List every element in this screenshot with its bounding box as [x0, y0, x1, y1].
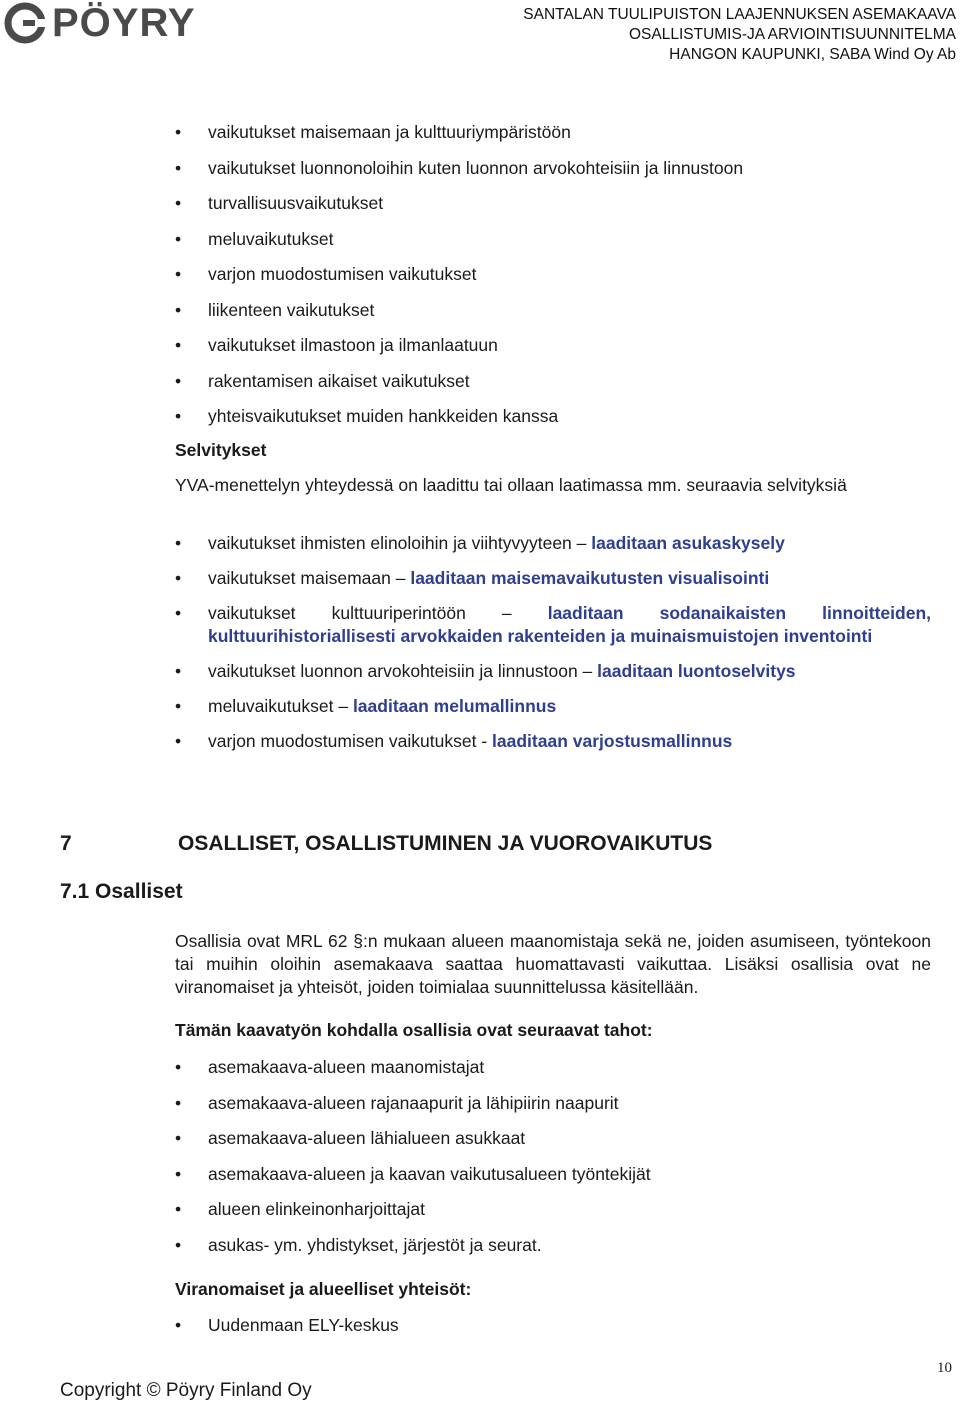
- subsection-number: 7.1: [60, 880, 90, 903]
- list-item: [175, 660, 931, 683]
- section-number: 7: [60, 832, 72, 855]
- section-title: OSALLISET, OSALLISTUMINEN JA VUOROVAIKUTUS: [178, 832, 713, 855]
- list-item: • varjon muodostumisen vaikutukset: [175, 263, 743, 299]
- list-item: • asemakaava-alueen rajanaapurit ja lähipiirin naapurit: [175, 1092, 651, 1128]
- list-item: • meluvaikutukset: [175, 228, 743, 264]
- subsection-title: Osalliset: [95, 880, 183, 903]
- list-item: • vaikutukset ilmastoon ja ilmanlaatuun: [175, 334, 743, 370]
- list-item: • yhteisvaikutukset muiden hankkeiden kanssa: [175, 405, 743, 441]
- list-item: [175, 695, 931, 718]
- list-item: • vaikutukset luonnonoloihin kuten luonnon arvokohteisiin ja linnustoon: [175, 157, 743, 193]
- list-item: [175, 602, 931, 648]
- list-item: • asemakaava-alueen ja kaavan vaikutusalueen työntekijät: [175, 1163, 651, 1199]
- header-title: SANTALAN TUULIPUISTON LAAJENNUKSEN ASEMAKAAVA: [523, 6, 956, 23]
- study-action: laaditaan varjostusmallinnus: [492, 731, 733, 751]
- subsection-heading: [60, 880, 183, 904]
- list-item: [175, 567, 931, 590]
- list-item: • Uudenmaan ELY-keskus: [175, 1314, 399, 1336]
- study-action: laaditaan asukaskysely: [591, 533, 785, 553]
- copyright-footer: Copyright © Pöyry Finland Oy: [60, 1380, 312, 1401]
- list-item: [175, 532, 931, 555]
- page-number: 10: [937, 1360, 952, 1376]
- study-topic: meluvaikutukset –: [208, 696, 353, 716]
- list-item: • asemakaava-alueen maanomistajat: [175, 1056, 651, 1092]
- study-action: laaditaan maisemavaikutusten visualisointi: [410, 568, 770, 588]
- studies-list: [175, 532, 931, 765]
- authorities-list: [175, 1314, 399, 1336]
- study-action: laaditaan sodanaikaisten linnoitteiden, kulttuurihistoriallisesti arvokkaiden rakenteiden ja muinaismuistojen inventointi: [208, 603, 931, 646]
- impacts-list: [175, 121, 743, 441]
- stakeholders-list: [175, 1056, 651, 1269]
- stakeholders-heading: Tämän kaavatyön kohdalla osallisia ovat seuraavat tahot:: [175, 1020, 653, 1040]
- study-topic: vaikutukset ihmisten elinoloihin ja viihtyvyyteen –: [208, 533, 592, 553]
- study-topic: vaikutukset maisemaan –: [208, 568, 411, 588]
- authorities-heading: Viranomaiset ja alueelliset yhteisöt:: [175, 1279, 472, 1299]
- list-item: • alueen elinkeinonharjoittajat: [175, 1198, 651, 1234]
- studies-heading: Selvitykset: [175, 440, 267, 460]
- study-topic: varjon muodostumisen vaikutukset -: [208, 731, 493, 751]
- section-heading: [60, 832, 712, 856]
- list-item: • vaikutukset maisemaan ja kulttuuriympäristöön: [175, 121, 743, 157]
- study-topic: vaikutukset kulttuuriperintöön –: [208, 603, 548, 623]
- list-item: • asukas- ym. yhdistykset, järjestöt ja seurat.: [175, 1234, 651, 1270]
- poyry-logo-icon: [4, 2, 46, 44]
- study-action: laaditaan melumallinnus: [352, 696, 557, 716]
- stakeholders-paragraph: Osallisia ovat MRL 62 §:n mukaan alueen maanomistaja sekä ne, joiden asumiseen, työntekoon tai muihin oloihin asemakaava saattaa huomattavasti vaikuttaa. Lisäksi osallisia ovat ne viranomaiset ja yhteisöt, joiden toimialaa suunnittelussa käsitellään.: [175, 931, 931, 997]
- list-item: • asemakaava-alueen lähialueen asukkaat: [175, 1127, 651, 1163]
- list-item: • rakentamisen aikaiset vaikutukset: [175, 370, 743, 406]
- document-header: [523, 5, 956, 65]
- logo-text: PÖYRY: [52, 1, 196, 45]
- list-item: • liikenteen vaikutukset: [175, 299, 743, 335]
- list-item: • turvallisuusvaikutukset: [175, 192, 743, 228]
- studies-intro: YVA-menettelyn yhteydessä on laadittu tai ollaan laatimassa mm. seuraavia selvityksiä: [175, 475, 847, 495]
- company-logo: [4, 2, 196, 44]
- list-item: [175, 730, 931, 753]
- header-subtitle: OSALLISTUMIS-JA ARVIOINTISUUNNITELMA: [628, 26, 956, 43]
- study-topic: vaikutukset luonnon arvokohteisiin ja linnustoon –: [208, 661, 598, 681]
- study-action: laaditaan luontoselvitys: [597, 661, 796, 681]
- header-client: HANGON KAUPUNKI, SABA Wind Oy Ab: [669, 46, 956, 63]
